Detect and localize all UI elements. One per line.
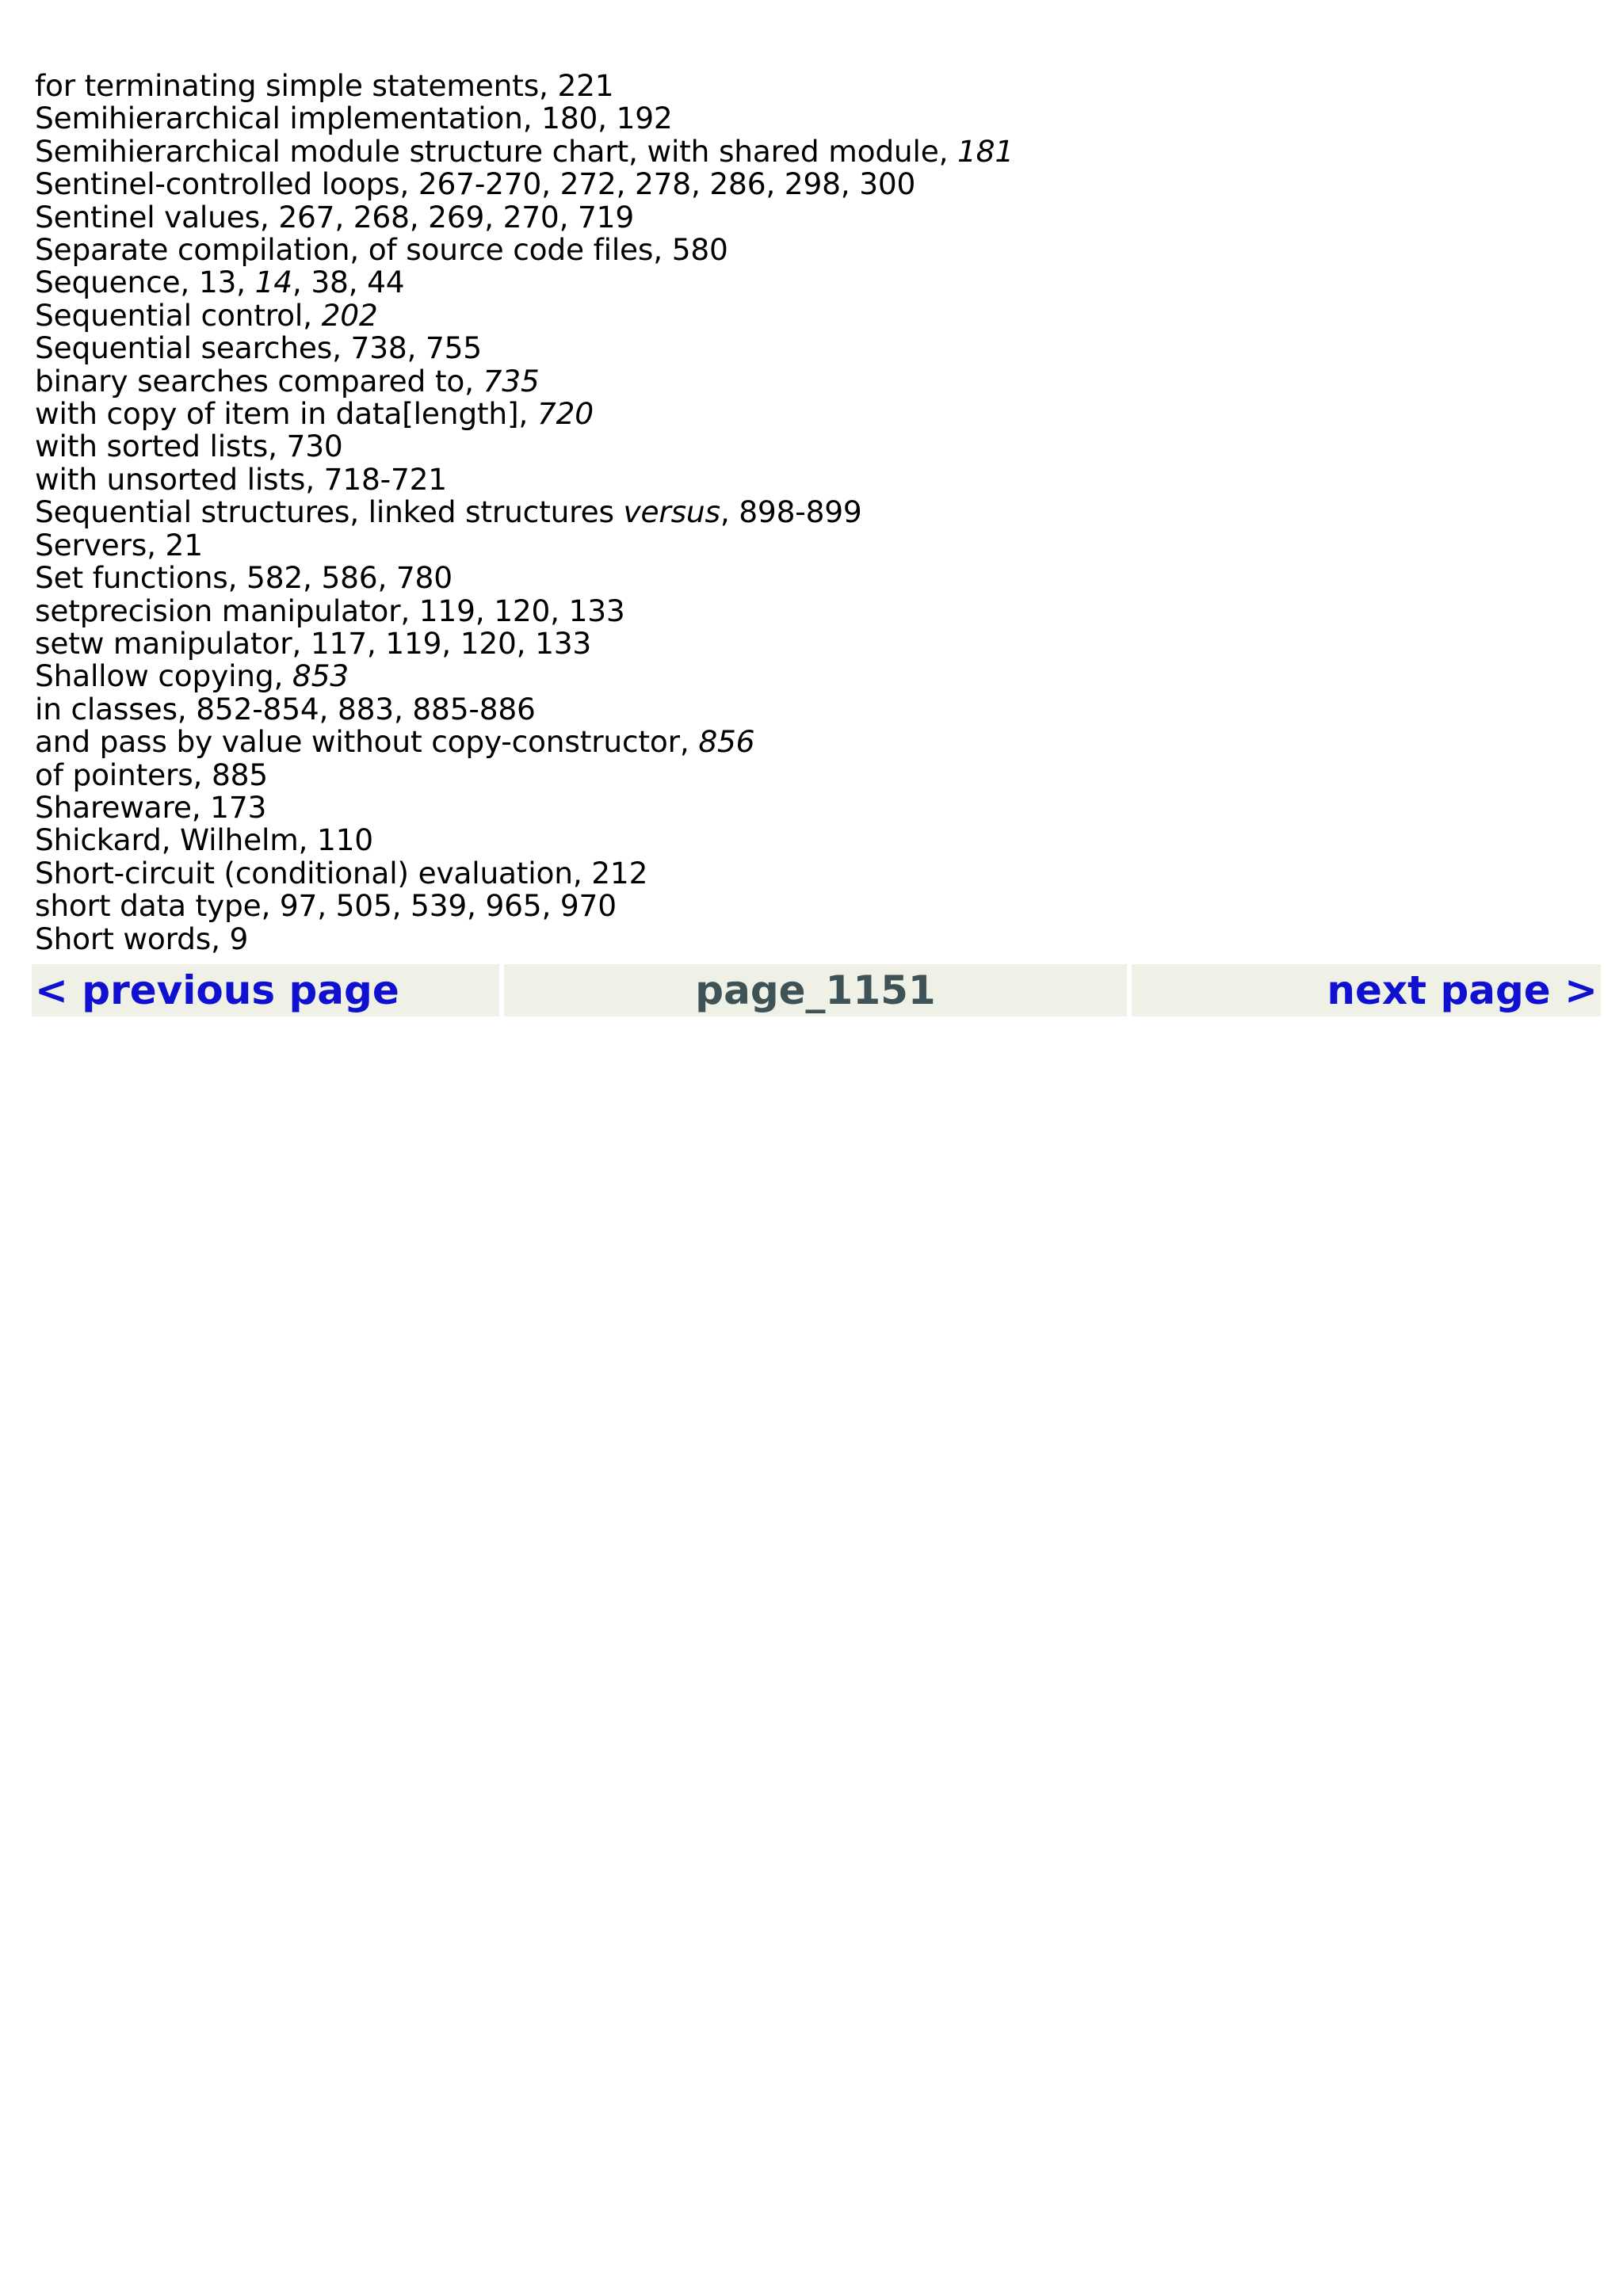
next-page-link[interactable]: next page > (1132, 964, 1601, 1016)
index-entry (35, 693, 1588, 726)
index-entry-text: Servers, 21 (35, 527, 203, 563)
index-entry-text: in classes, 852-854, 883, 885-886 (35, 691, 536, 727)
index-entry-text: binary searches compared to, (35, 363, 483, 399)
index-entry-text: Sequential searches, 738, 755 (35, 330, 482, 366)
index-entry-text: setw manipulator, 117, 119, 120, 133 (35, 625, 592, 661)
index-entry-text: with unsorted lists, 718-721 (35, 461, 447, 497)
index-entry (35, 890, 1588, 922)
previous-page-link[interactable]: < previous page (32, 964, 499, 1016)
index-entry-text: of pointers, 885 (35, 757, 268, 792)
index-entry-list (35, 70, 1588, 955)
index-entry (35, 496, 1588, 528)
index-entry-italic-ref: 735 (483, 363, 540, 399)
index-entry (35, 332, 1588, 364)
index-entry (35, 299, 1588, 332)
index-entry-text: Separate compilation, of source code files, 580 (35, 232, 728, 268)
index-entry (35, 201, 1588, 234)
index-entry-italic-ref: 202 (321, 297, 378, 333)
index-entry-text: Shickard, Wilhelm, 110 (35, 822, 373, 858)
index-entry-text: Semihierarchical implementation, 180, 192 (35, 101, 673, 136)
index-entry-text: Shallow copying, (35, 658, 292, 694)
index-entry-text: Semihierarchical module structure chart, with shared module, (35, 133, 958, 169)
index-entry-italic-ref: 720 (537, 396, 594, 432)
index-entry (35, 726, 1588, 758)
index-entry (35, 857, 1588, 890)
page-navigation-bar (32, 964, 1601, 1016)
index-entry-text: Set functions, 582, 586, 780 (35, 560, 453, 596)
index-entry (35, 923, 1588, 955)
index-entry-text: Short-circuit (conditional) evaluation, 212 (35, 855, 648, 891)
index-entry (35, 791, 1588, 824)
page-number-label: page_1151 (504, 964, 1127, 1016)
index-entry (35, 168, 1588, 200)
index-entry-italic-ref: 14 (254, 265, 292, 300)
index-entry (35, 595, 1588, 627)
index-entry-italic-ref: 853 (292, 658, 349, 694)
index-entry-text: short data type, 97, 505, 539, 965, 970 (35, 888, 617, 924)
index-entry (35, 627, 1588, 660)
index-entry-text: with copy of item in data[length], (35, 396, 537, 432)
index-entry-text: for terminating simple statements, 221 (35, 68, 614, 103)
index-entry-italic-ref: 856 (698, 724, 755, 760)
index-entry-text: and pass by value without copy-constructor, (35, 724, 699, 760)
index-entry-text: Sentinel-controlled loops, 267-270, 272, 278, 286, 298, 300 (35, 166, 916, 202)
index-entry (35, 135, 1588, 168)
index-entry (35, 660, 1588, 692)
index-entry (35, 398, 1588, 430)
index-entry-text: Sequence, 13, (35, 265, 255, 300)
index-entry-text-tail: , 898-899 (720, 494, 862, 530)
index-entry (35, 365, 1588, 398)
index-entry (35, 266, 1588, 299)
index-entry (35, 463, 1588, 496)
index-entry-italic-ref: versus (623, 494, 720, 530)
index-entry-text: Shareware, 173 (35, 789, 267, 825)
index-entry-text: Sentinel values, 267, 268, 269, 270, 719 (35, 199, 634, 235)
index-entry (35, 430, 1588, 463)
index-entry-text: Sequential control, (35, 297, 322, 333)
index-entry (35, 562, 1588, 594)
index-entry (35, 824, 1588, 856)
index-entry-italic-ref: 181 (957, 133, 1014, 169)
index-entry-text: Short words, 9 (35, 921, 249, 956)
index-entry (35, 70, 1588, 102)
index-entry (35, 759, 1588, 791)
index-entry-text: setprecision manipulator, 119, 120, 133 (35, 593, 625, 628)
index-entry-text: with sorted lists, 730 (35, 429, 343, 464)
index-entry (35, 529, 1588, 562)
index-entry-text-tail: , 38, 44 (292, 265, 405, 300)
index-entry-text: Sequential structures, linked structures (35, 494, 624, 530)
index-entry (35, 102, 1588, 135)
index-entry (35, 234, 1588, 266)
